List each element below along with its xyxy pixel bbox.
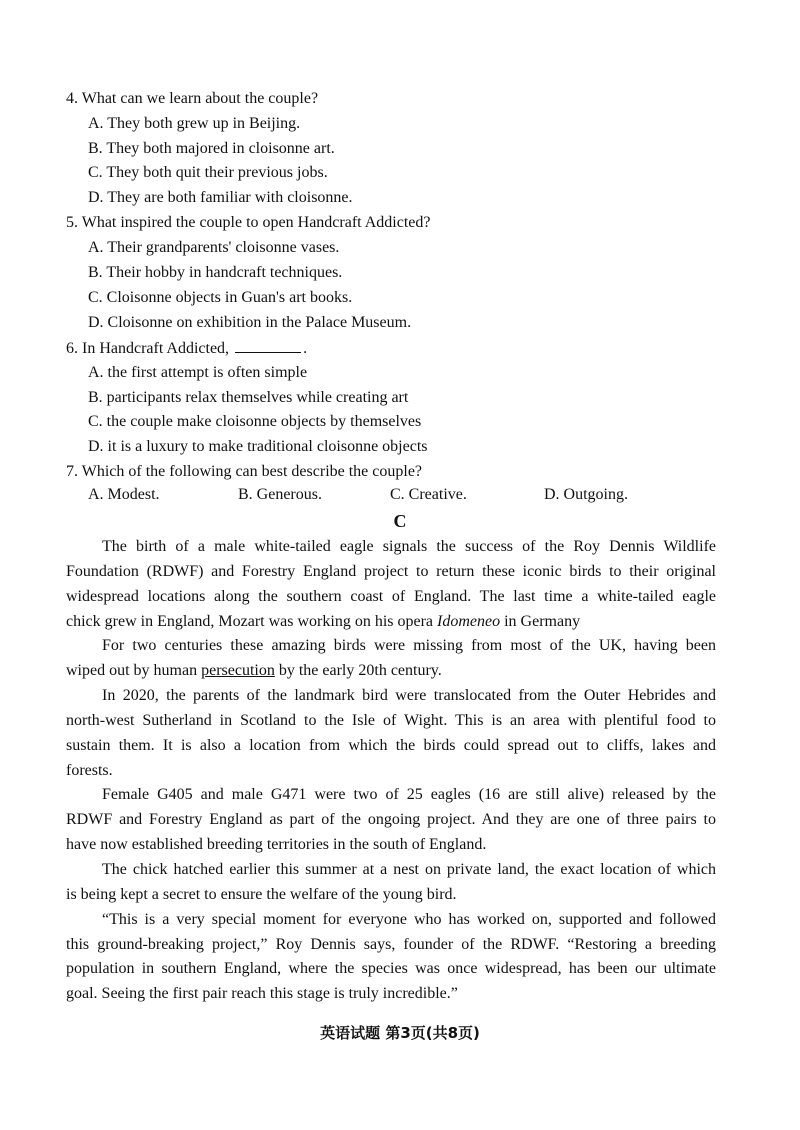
passage-text: chick grew in England, Mozart was working on his opera — [66, 613, 438, 630]
passage-text: in Germany — [500, 613, 581, 630]
passage-p1-line-2: Foundation (RDWF) and Forestry England project to return these iconic birds to their original — [66, 563, 716, 580]
passage-p3-line-4: forests. — [66, 762, 113, 779]
question-6-option-b: B. participants relax themselves while creating art — [88, 389, 409, 406]
question-4-option-d: D. They are both familiar with cloisonne. — [88, 189, 353, 206]
question-6-stem-end: . — [303, 340, 308, 357]
question-6-option-a: A. the first attempt is often simple — [88, 364, 308, 381]
page-footer: 英语试题 第3页(共8页) — [320, 1024, 480, 1042]
question-7-option-d: D. Outgoing. — [544, 486, 628, 503]
passage-p4-line-2: RDWF and Forestry England as part of the ongoing project. And they are one of three pairs to — [66, 811, 716, 828]
question-5-option-c: C. Cloisonne objects in Guan's art books. — [88, 289, 353, 306]
passage-p3-line-1: In 2020, the parents of the landmark bird were translocated from the Outer Hebrides and — [102, 687, 716, 704]
passage-p2-line-1: For two centuries these amazing birds were missing from most of the UK, having been — [102, 637, 716, 654]
question-6-stem-text: 6. In Handcraft Addicted, — [66, 340, 230, 357]
question-6-stem — [66, 338, 307, 359]
passage-p6-line-2: this ground-breaking project,” Roy Dennis says, founder of the RDWF. “Restoring a breeding — [66, 936, 716, 953]
passage-p5-line-2: is being kept a secret to ensure the welfare of the young bird. — [66, 886, 457, 903]
question-4-option-c: C. They both quit their previous jobs. — [88, 164, 328, 181]
question-5-option-b: B. Their hobby in handcraft techniques. — [88, 264, 343, 281]
passage-text: by the early 20th century. — [274, 662, 442, 679]
question-5-option-d: D. Cloisonne on exhibition in the Palace Museum. — [88, 314, 412, 331]
question-7-stem: 7. Which of the following can best describe the couple? — [66, 463, 423, 480]
question-5-option-a: A. Their grandparents' cloisonne vases. — [88, 239, 340, 256]
passage-p4-line-1: Female G405 and male G471 were two of 25 eagles (16 are still alive) released by the — [102, 786, 716, 803]
passage-p6-line-4: goal. Seeing the first pair reach this stage is truly incredible.” — [66, 985, 458, 1002]
question-4-option-a: A. They both grew up in Beijing. — [88, 115, 301, 132]
section-heading: C — [393, 511, 407, 531]
underlined-word: persecution — [201, 662, 275, 679]
question-7-option-a: A. Modest. — [88, 486, 160, 503]
passage-p4-line-3: have now established breeding territories in the south of England. — [66, 836, 487, 853]
passage-text: wiped out by human — [66, 662, 202, 679]
passage-p5-line-1: The chick hatched earlier this summer at a nest on private land, the exact location of which — [102, 861, 716, 878]
question-6-option-c: C. the couple make cloisonne objects by themselves — [88, 413, 422, 430]
passage-p3-line-3: sustain them. It is also a location from which the birds could spread out to cliffs, lakes and — [66, 737, 716, 754]
passage-p1-line-1: The birth of a male white-tailed eagle signals the success of the Roy Dennis Wildlife — [102, 538, 716, 555]
passage-p3-line-2: north-west Sutherland in Scotland to the Isle of Wight. This is an area with plentiful food to — [66, 712, 716, 729]
question-7-option-c: C. Creative. — [390, 486, 467, 503]
question-7-option-b: B. Generous. — [238, 486, 322, 503]
passage-p2-line-2 — [66, 661, 442, 681]
passage-p6-line-3: population in southern England, where the species was once widespread, has been our ultimate — [66, 960, 716, 977]
answer-blank — [235, 338, 301, 353]
question-4-stem: 4. What can we learn about the couple? — [66, 90, 319, 107]
question-4-option-b: B. They both majored in cloisonne art. — [88, 140, 335, 157]
passage-p6-line-1: “This is a very special moment for everyone who has worked on, supported and followed — [102, 911, 716, 928]
question-7-options — [88, 486, 688, 506]
passage-p1-line-4 — [66, 612, 580, 632]
opera-title: Idomeneo — [437, 613, 501, 630]
question-5-stem: 5. What inspired the couple to open Handcraft Addicted? — [66, 214, 431, 231]
passage-p1-line-3: widespread locations along the southern coast of England. The last time a white-tailed eagle — [66, 588, 716, 605]
question-6-option-d: D. it is a luxury to make traditional cloisonne objects — [88, 438, 428, 455]
